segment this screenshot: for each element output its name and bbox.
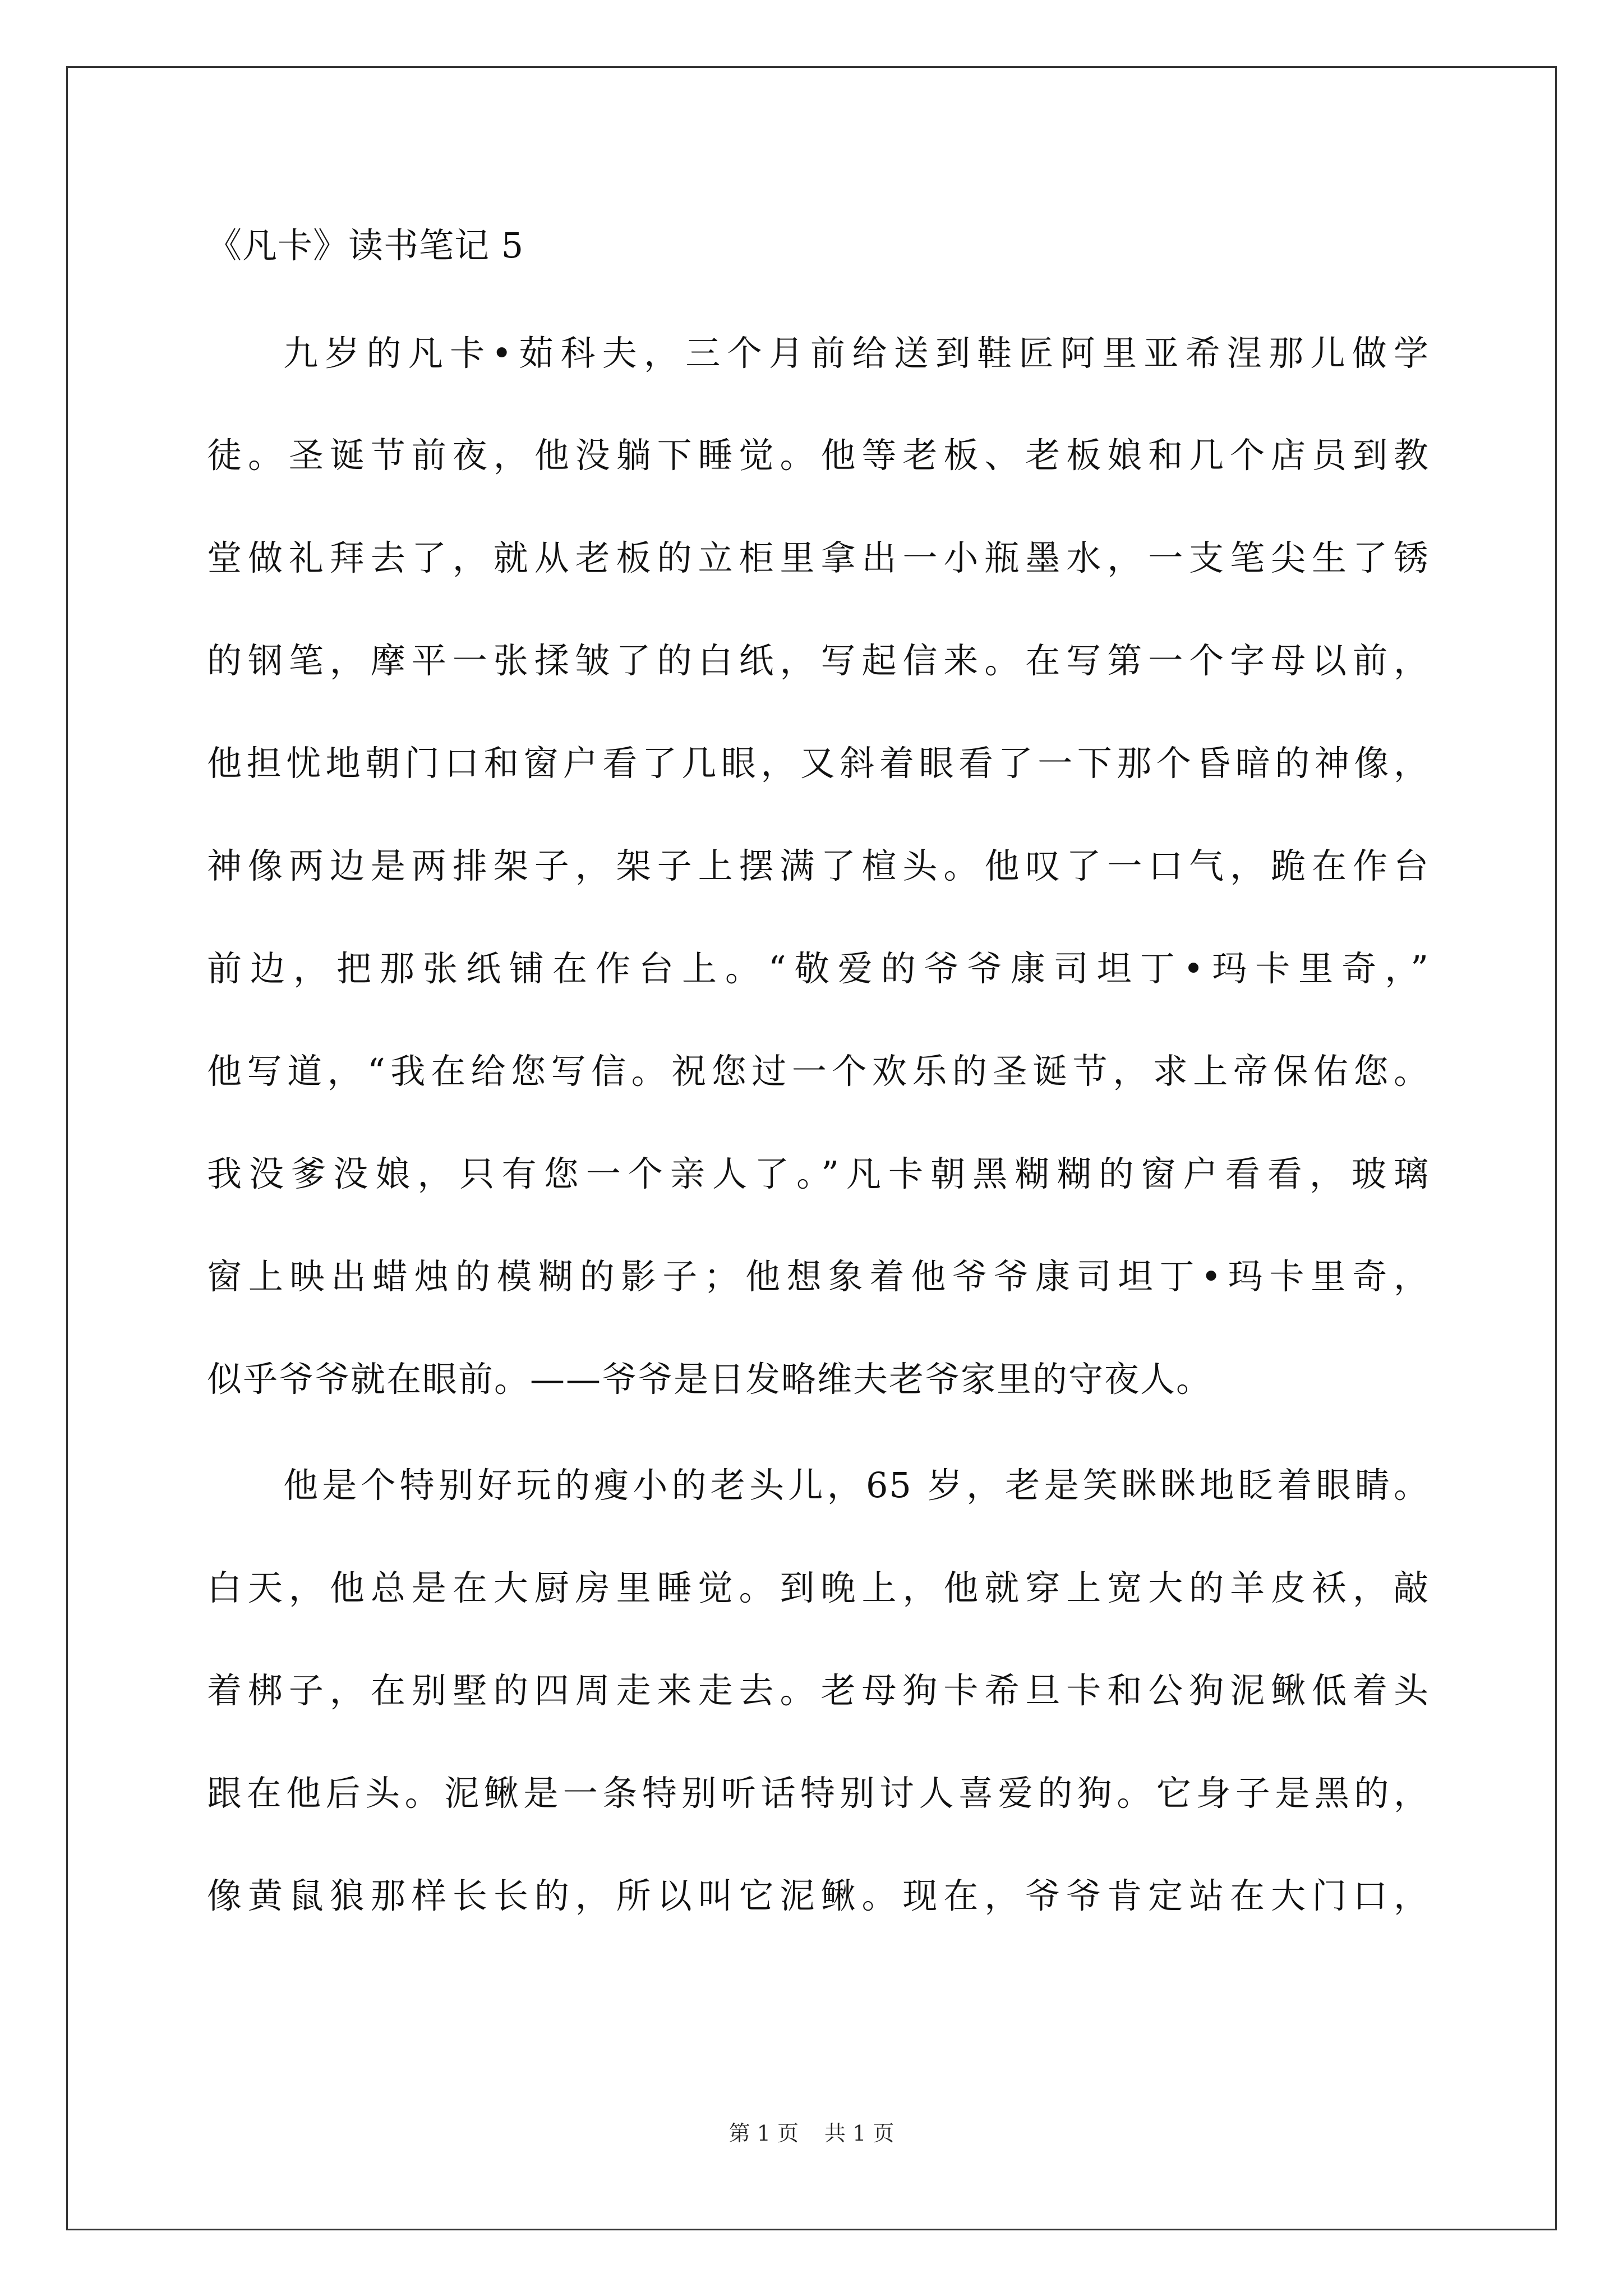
page-footer xyxy=(0,2119,1623,2147)
paragraph-1-line-11: 似乎爷爷就在眼前。——爷爷是日发略维夫老爷家里的守夜人。 xyxy=(207,1359,1212,1400)
page-total: 共 1 页 xyxy=(824,2121,895,2146)
paragraph-1-line-1: 九岁的凡卡•茹科夫，三个月前给送到鞋匠阿里亚希涅那儿做学 xyxy=(283,333,1430,374)
page-number: 第 1 页 xyxy=(728,2121,799,2146)
paragraph-1-line-6: 神像两边是两排架子，架子上摆满了楦头。他叹了一口气，跪在作台 xyxy=(207,845,1430,886)
paragraph-1-line-3: 堂做礼拜去了，就从老板的立柜里拿出一小瓶墨水，一支笔尖生了锈 xyxy=(207,537,1430,578)
paragraph-1-line-5: 他担忧地朝门口和窗户看了几眼，又斜着眼看了一下那个昏暗的神像， xyxy=(207,743,1430,784)
paragraph-2-line-3: 着梆子，在别墅的四周走来走去。老母狗卡希旦卡和公狗泥鳅低着头 xyxy=(207,1670,1430,1711)
paragraph-1-line-9: 我没爹没娘，只有您一个亲人了。”凡卡朝黑糊糊的窗户看看，玻璃 xyxy=(207,1153,1430,1194)
document-title: 《凡卡》读书笔记 5 xyxy=(207,225,524,266)
paragraph-1-line-8: 他写道，“我在给您写信。祝您过一个欢乐的圣诞节，求上帝保佑您。 xyxy=(207,1051,1430,1092)
paragraph-1-line-2: 徒。圣诞节前夜，他没躺下睡觉。他等老板、老板娘和几个店员到教 xyxy=(207,435,1430,476)
paragraph-1-line-10: 窗上映出蜡烛的模糊的影子；他想象着他爷爷康司坦丁•玛卡里奇， xyxy=(207,1256,1430,1297)
paragraph-2-line-2: 白天，他总是在大厨房里睡觉。到晚上，他就穿上宽大的羊皮袄，敲 xyxy=(207,1567,1430,1608)
paragraph-1-line-4: 的钢笔，摩平一张揉皱了的白纸，写起信来。在写第一个字母以前， xyxy=(207,640,1430,681)
paragraph-2-line-4: 跟在他后头。泥鳅是一条特别听话特别讨人喜爱的狗。它身子是黑的， xyxy=(207,1773,1430,1814)
paragraph-2-line-1: 他是个特别好玩的瘦小的老头儿，65 岁，老是笑眯眯地眨着眼睛。 xyxy=(283,1465,1430,1506)
paragraph-1-line-7: 前边，把那张纸铺在作台上。“敬爱的爷爷康司坦丁•玛卡里奇，” xyxy=(207,948,1430,989)
paragraph-2-line-5: 像黄鼠狼那样长长的，所以叫它泥鳅。现在，爷爷肯定站在大门口， xyxy=(207,1875,1430,1916)
